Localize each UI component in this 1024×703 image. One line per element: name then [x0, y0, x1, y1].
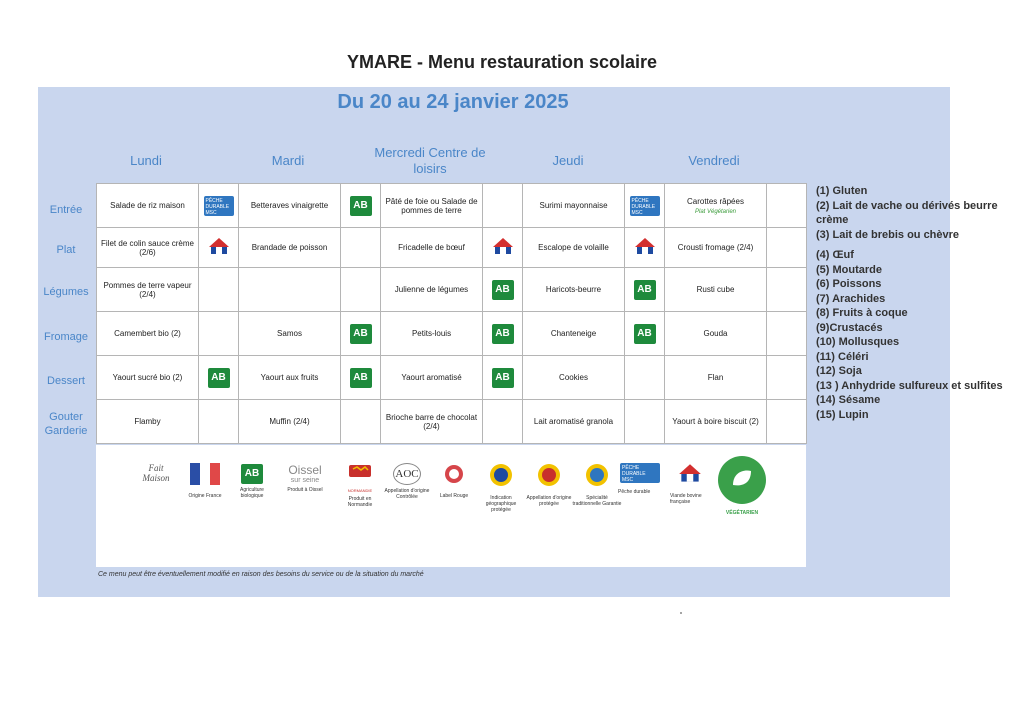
- row-label-gouter: Gouter Garderie: [44, 411, 88, 437]
- msc-icon: PÊCHE DURABLE MSC: [204, 196, 234, 216]
- day-header-vendredi: Vendredi: [688, 153, 740, 168]
- cell-legumes-mercredi: Julienne de légumes: [381, 268, 483, 312]
- cell-legumes-mardi: [239, 268, 341, 312]
- vegetarian-badge: Plat Végétarien: [694, 208, 737, 215]
- cell-entree-jeudi: Surimi mayonnaise: [523, 184, 625, 228]
- cell-entree-lundi: Salade de riz maison: [97, 184, 199, 228]
- page-title: YMARE - Menu restauration scolaire: [346, 52, 658, 72]
- ab-bio-icon: AB: [350, 324, 372, 344]
- legend-label-rouge: Label Rouge: [432, 463, 476, 499]
- table-row: [97, 228, 807, 268]
- cell-fromage-mardi: Samos: [239, 312, 341, 356]
- allergen-item: (5) Moutarde: [816, 263, 882, 276]
- row-label-plat: Plat: [56, 244, 76, 256]
- cell-entree-mardi: Betteraves vinaigrette: [239, 184, 341, 228]
- allergen-item: (12) Soja: [816, 365, 862, 377]
- cell-dessert-lundi: Yaourt sucré bio (2): [97, 356, 199, 400]
- legend-produit-oissel: Oissel sur seine Produit à Oissel: [278, 463, 332, 493]
- msc-icon: PÊCHE DURABLE MSC: [620, 463, 660, 483]
- cell-gouter-mardi: Muffin (2/4): [239, 400, 341, 444]
- table-row: [97, 312, 807, 356]
- row-label-legumes: Légumes: [43, 286, 89, 298]
- allergen-item: (1) Gluten: [816, 185, 868, 197]
- table-row: [97, 400, 807, 444]
- allergen-item: (13 ) Anhydride sulfureux et sulfites: [816, 379, 1003, 392]
- allergen-item: (11) Céléri: [816, 350, 869, 363]
- label-rouge-icon: [441, 463, 467, 485]
- allergen-list: [816, 184, 1021, 422]
- ab-bio-icon: AB: [350, 368, 372, 388]
- legend-normandie: NORMANDIE Produit en Normandie: [340, 463, 380, 508]
- stg-icon: [584, 463, 610, 487]
- cell-legumes-vendredi: Rusti cube: [665, 268, 767, 312]
- oissel-logo-icon: Oissel: [288, 463, 322, 477]
- cell-plat-mercredi: Fricadelle de bœuf: [381, 228, 483, 268]
- table-row: [97, 356, 807, 400]
- cell-gouter-vendredi: Yaourt à boire biscuit (2): [665, 400, 767, 444]
- cell-plat-jeudi: Escalope de volaille: [523, 228, 625, 268]
- aop-icon: [536, 463, 562, 487]
- allergen-item: (9)Crustacés: [816, 321, 883, 334]
- day-header-jeudi: Jeudi: [552, 153, 584, 168]
- legend-origine-france: Origine France: [180, 463, 230, 499]
- cell-plat-vendredi: Crousti fromage (2/4): [665, 228, 767, 268]
- row-label-entree: Entrée: [49, 204, 83, 216]
- cell-fromage-lundi: Camembert bio (2): [97, 312, 199, 356]
- footnote: Ce menu peut être éventuellement modifié en raison des besoins du service ou de la situation du marché: [98, 571, 424, 578]
- menu-panel: [38, 87, 950, 597]
- legend-stg: Spécialité traditionnelle Garantie: [572, 463, 622, 507]
- row-label-fromage: Fromage: [43, 331, 89, 343]
- cell-gouter-lundi: Flamby: [97, 400, 199, 444]
- viande-bovine-francaise-icon: [633, 237, 657, 257]
- cell-legumes-lundi: Pommes de terre vapeur (2/4): [97, 268, 199, 312]
- legend-fait-maison: [136, 463, 176, 483]
- ab-bio-icon: AB: [208, 368, 230, 388]
- day-header-lundi: Lundi: [130, 153, 162, 168]
- viande-bovine-francaise-icon: [491, 237, 515, 257]
- cell-dessert-mercredi: Yaourt aromatisé: [381, 356, 483, 400]
- cell-dessert-vendredi: Flan: [665, 356, 767, 400]
- cell-gouter-jeudi: Lait aromatisé granola: [523, 400, 625, 444]
- legend-vegetarien: VÉGÉTARIEN: [714, 455, 770, 516]
- legend-aop: Appellation d'origine protégée: [524, 463, 574, 507]
- allergen-item: (3) Lait de brebis ou chèvre: [816, 228, 960, 241]
- cell-entree-mercredi: Pâté de foie ou Salade de pommes de terre: [381, 184, 483, 228]
- allergen-item: (14) Sésame: [816, 394, 881, 406]
- allergen-item: (8) Fruits à coque: [816, 307, 908, 319]
- labels-legend: [96, 445, 806, 567]
- cell-legumes-jeudi: Haricots-beurre: [523, 268, 625, 312]
- ab-bio-icon: AB: [492, 280, 514, 300]
- vegetarien-leaf-icon: [717, 455, 767, 505]
- day-header-mardi: Mardi: [271, 153, 305, 168]
- viande-bovine-francaise-icon: [207, 237, 231, 257]
- igp-icon: [488, 463, 514, 487]
- cell-fromage-vendredi: Gouda: [665, 312, 767, 356]
- ab-bio-icon: AB: [241, 464, 263, 484]
- aoc-icon: AOC: [393, 463, 421, 485]
- cell-fromage-mercredi: Petits-louis: [381, 312, 483, 356]
- cell-dessert-mardi: Yaourt aux fruits: [239, 356, 341, 400]
- fait-maison-icon: Fait Maison: [142, 463, 170, 483]
- ab-bio-icon: AB: [492, 324, 514, 344]
- week-subtitle: Du 20 au 24 janvier 2025: [337, 91, 569, 113]
- ab-bio-icon: AB: [350, 196, 372, 216]
- cell-gouter-mercredi: Brioche barre de chocolat (2/4): [381, 400, 483, 444]
- ab-bio-icon: AB: [634, 324, 656, 344]
- cell-dessert-jeudi: Cookies: [523, 356, 625, 400]
- day-header-mercredi: Mercredi Centre de loisirs: [374, 145, 486, 176]
- cell-entree-vendredi: Carottes râpées Plat Végétarien: [665, 184, 767, 228]
- ab-bio-icon: AB: [634, 280, 656, 300]
- allergen-item: (6) Poissons: [816, 278, 882, 290]
- allergen-item: (15) Lupin: [816, 408, 869, 421]
- scan-speck: [680, 612, 682, 614]
- cell-plat-lundi: Filet de colin sauce crème (2/6): [97, 228, 199, 268]
- msc-icon: PÊCHE DURABLE MSC: [630, 196, 660, 216]
- legend-peche-durable: PÊCHE DURABLE MSC Pêche durable: [618, 463, 662, 495]
- allergen-item: (10) Mollusques: [816, 336, 900, 348]
- row-label-dessert: Dessert: [47, 375, 85, 387]
- legend-igp: Indication géographique protégée: [476, 463, 526, 513]
- legend-aoc: AOC Appellation d'origine Contrôlée: [384, 463, 430, 500]
- viande-bovine-francaise-icon: [677, 463, 703, 485]
- ab-bio-icon: AB: [492, 368, 514, 388]
- legend-viande-bovine: Viande bovine française: [670, 463, 710, 505]
- cell-fromage-jeudi: Chanteneige: [523, 312, 625, 356]
- legend-agriculture-bio: AB Agriculture biologique: [232, 463, 272, 499]
- table-row: [97, 268, 807, 312]
- allergen-item: (2) Lait de vache ou dérivés beurre crème: [816, 199, 998, 226]
- normandie-logo-icon: [347, 463, 373, 483]
- menu-table: [96, 183, 807, 444]
- french-flag-icon: [190, 463, 220, 485]
- allergen-item: (4) Œuf: [816, 249, 854, 261]
- cell-plat-mardi: Brandade de poisson: [239, 228, 341, 268]
- allergen-item: (7) Arachides: [816, 292, 886, 305]
- table-row: [97, 184, 807, 228]
